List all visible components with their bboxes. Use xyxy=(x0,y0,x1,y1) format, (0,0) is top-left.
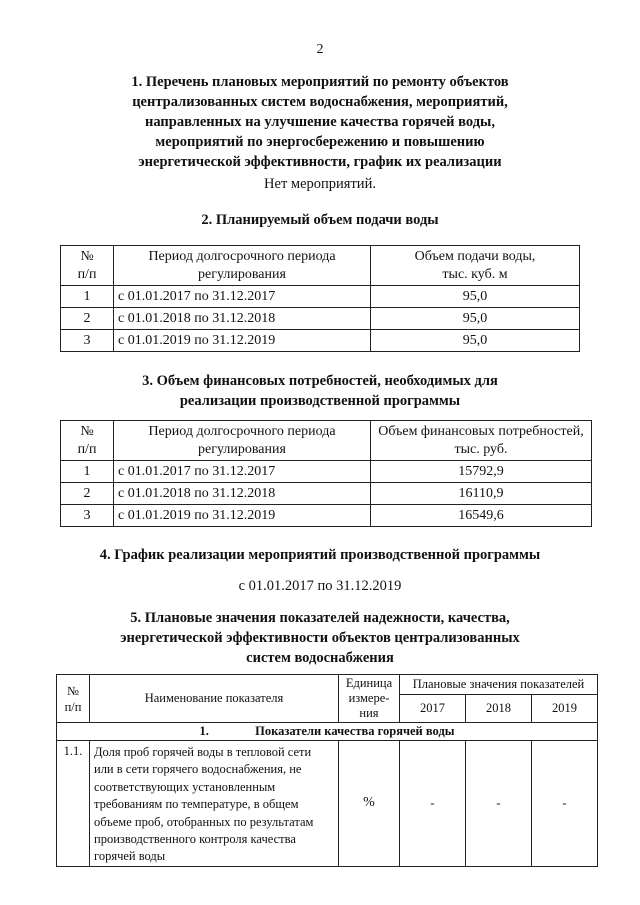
row-description-line: Доля проб горячей воды в тепловой сети xyxy=(94,745,312,759)
supply-volume-table xyxy=(60,245,580,352)
table-group-row xyxy=(57,723,598,741)
header-num-line: п/п xyxy=(64,699,82,714)
row-num: 3 xyxy=(61,330,114,352)
header-indicator-name: Наименование показателя xyxy=(90,675,339,723)
table-row xyxy=(61,505,592,527)
row-value-2018: - xyxy=(466,741,532,867)
section5-title-line: энергетической эффективности объектов централизованных xyxy=(120,630,520,646)
section5-title-line: 5. Плановые значения показателей надежности, качества, xyxy=(130,610,510,626)
table-header-row xyxy=(57,675,598,695)
section1-title-line: направленных на улучшение качества горячей воды, xyxy=(144,114,495,130)
section1-title-line: 1. Перечень плановых мероприятий по ремонту объектов xyxy=(131,74,509,90)
indicators-table xyxy=(56,674,598,867)
header-value xyxy=(371,246,580,286)
header-num xyxy=(61,246,114,286)
row-value-2019: - xyxy=(532,741,598,867)
row-value: 95,0 xyxy=(371,286,580,308)
header-period-line: Период долгосрочного периода xyxy=(148,248,336,264)
section2-title: 2. Планируемый объем подачи воды xyxy=(201,212,439,228)
header-year-2019: 2019 xyxy=(532,695,598,723)
row-description xyxy=(90,741,339,867)
header-value-line: Объем финансовых потребностей, xyxy=(378,423,584,439)
row-description-line: производственного контроля качества xyxy=(94,832,296,847)
row-description-line: объеме проб, отобранных по результатам xyxy=(94,814,314,829)
section1-note: Нет мероприятий. xyxy=(264,176,376,192)
header-num-line: № xyxy=(80,423,94,439)
header-year-2018: 2018 xyxy=(466,695,532,723)
row-value-2017: - xyxy=(400,741,466,867)
row-value: 16549,6 xyxy=(371,505,592,527)
header-unit-line: измере- xyxy=(348,691,390,705)
header-num-line: № xyxy=(67,683,79,698)
section1-title xyxy=(40,72,600,172)
row-period: с 01.01.2019 по 31.12.2019 xyxy=(114,330,371,352)
page-number: 2 xyxy=(316,42,324,57)
row-num: 1 xyxy=(61,286,114,308)
table-row xyxy=(61,483,592,505)
header-year-2017: 2017 xyxy=(400,695,466,723)
row-description-line: соответствующих установленным xyxy=(94,779,276,794)
section5-title-line: систем водоснабжения xyxy=(246,650,394,666)
row-period: с 01.01.2017 по 31.12.2017 xyxy=(114,286,371,308)
row-num: 1.1. xyxy=(57,741,90,867)
section4-title: 4. График реализации мероприятий производственной программы xyxy=(99,547,541,563)
section1-title-line: энергетической эффективности, график их реализации xyxy=(138,154,502,170)
header-value-line: тыс. руб. xyxy=(454,441,508,457)
header-unit-line: ния xyxy=(359,706,379,720)
row-value: 95,0 xyxy=(371,330,580,352)
table-row xyxy=(61,461,592,483)
header-num-line: № xyxy=(80,248,94,264)
header-period-line: регулирования xyxy=(198,266,286,282)
group-number: 1. xyxy=(199,724,209,738)
header-num-line: п/п xyxy=(77,441,97,457)
table-row xyxy=(61,330,580,352)
header-unit xyxy=(339,675,400,723)
row-num: 1 xyxy=(61,461,114,483)
header-period-line: регулирования xyxy=(198,441,286,457)
row-value: 95,0 xyxy=(371,308,580,330)
row-description-line: или в сети горячего водоснабжения, не xyxy=(94,762,302,777)
group-header xyxy=(57,723,598,741)
row-period: с 01.01.2019 по 31.12.2019 xyxy=(114,505,371,527)
section3-title-line: реализации производственной программы xyxy=(179,393,461,409)
row-description-line: требованиям по температуре, в общем xyxy=(94,797,299,812)
section5-title xyxy=(40,608,600,668)
table-header-row xyxy=(61,421,592,461)
financial-needs-table xyxy=(60,420,592,527)
section3-title-line: 3. Объем финансовых потребностей, необходимых для xyxy=(142,373,498,389)
section1-title-line: мероприятий по энергосбережению и повышению xyxy=(155,134,485,150)
row-description-line: горячей воды xyxy=(94,849,166,864)
table-header-row xyxy=(61,246,580,286)
header-period xyxy=(114,421,371,461)
header-value-line: Объем подачи воды, xyxy=(414,248,536,264)
header-num xyxy=(57,675,90,723)
header-planned-values: Плановые значения показателей xyxy=(400,675,598,695)
row-value: 15792,9 xyxy=(371,461,592,483)
row-value: 16110,9 xyxy=(371,483,592,505)
group-title: Показатели качества горячей воды xyxy=(255,724,455,738)
header-period xyxy=(114,246,371,286)
header-period-line: Период долгосрочного периода xyxy=(148,423,336,439)
row-unit: % xyxy=(339,741,400,867)
header-value xyxy=(371,421,592,461)
table-row xyxy=(61,286,580,308)
table-row xyxy=(61,308,580,330)
header-value-line: тыс. куб. м xyxy=(442,266,508,282)
section3-title xyxy=(40,371,600,411)
row-num: 2 xyxy=(61,483,114,505)
header-num-line: п/п xyxy=(77,266,97,282)
header-num xyxy=(61,421,114,461)
table-row xyxy=(57,741,598,867)
row-num: 2 xyxy=(61,308,114,330)
header-unit-line: Единица xyxy=(345,676,393,690)
section1-title-line: централизованных систем водоснабжения, мероприятий, xyxy=(132,94,508,110)
row-num: 3 xyxy=(61,505,114,527)
row-period: с 01.01.2018 по 31.12.2018 xyxy=(114,308,371,330)
section4-period: с 01.01.2017 по 31.12.2019 xyxy=(238,578,402,594)
row-period: с 01.01.2018 по 31.12.2018 xyxy=(114,483,371,505)
row-period: с 01.01.2017 по 31.12.2017 xyxy=(114,461,371,483)
